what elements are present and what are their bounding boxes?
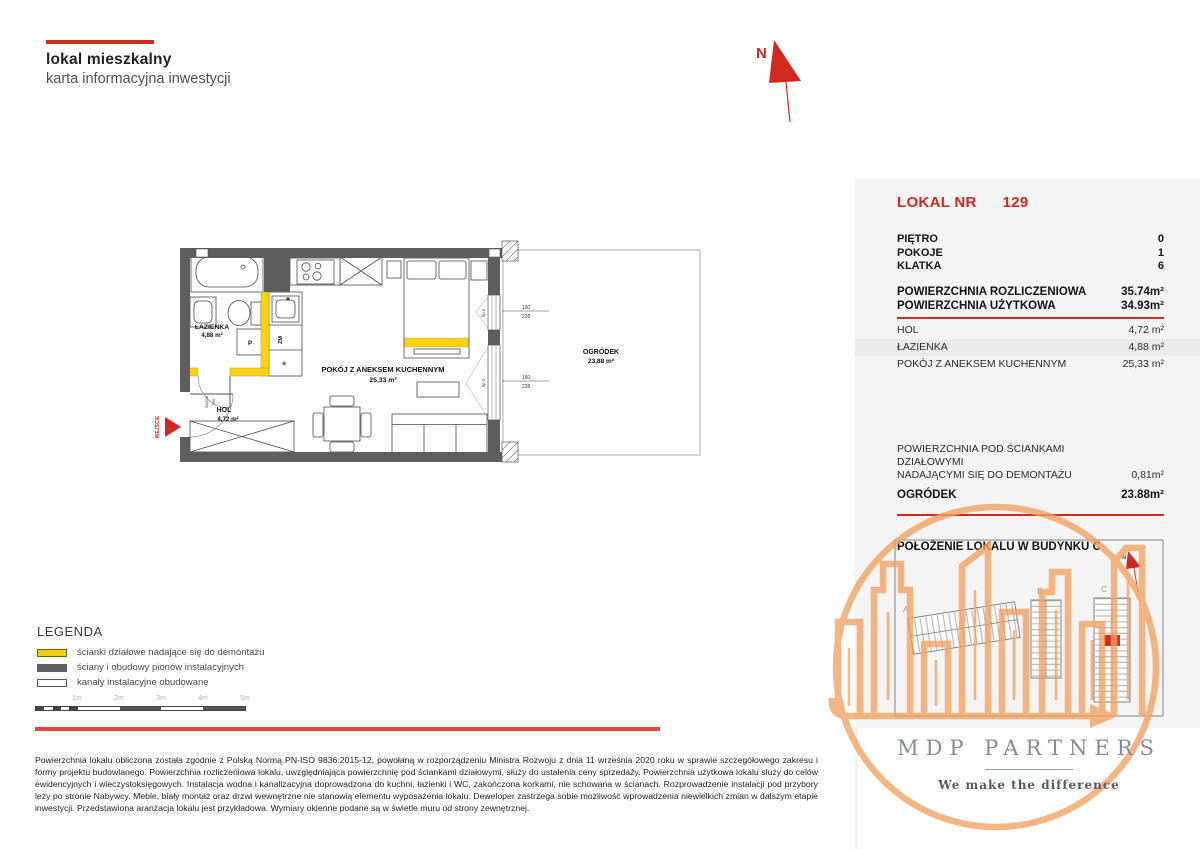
nightstand-left — [387, 261, 401, 278]
dim-window1-height: 228 — [521, 314, 531, 320]
room-area: 4,88 m² — [1128, 341, 1164, 353]
room-area: 4,72 m² — [1128, 324, 1164, 336]
attr-value: 1 — [1157, 246, 1164, 259]
entrance-arrow-icon — [165, 417, 181, 437]
header-accent-line — [46, 40, 154, 44]
table-row — [855, 339, 1200, 356]
label-bathroom: ŁAZIENKA — [194, 324, 230, 331]
label-living-room-area: 25,33 m² — [369, 377, 397, 384]
installation-shaft — [264, 258, 290, 292]
label-hall: HOL — [216, 407, 232, 414]
building-a-label: A — [903, 604, 909, 614]
fridge-icon: ✳ — [281, 361, 287, 368]
area-row-billing — [897, 285, 1164, 299]
dim-entrance-door-2: 210 — [211, 398, 216, 406]
label-living-room: POKÓJ Z ANEKSEM KUCHENNYM — [321, 365, 445, 374]
legend-item — [37, 645, 337, 660]
unit-title-label: LOKAL NR — [897, 194, 977, 211]
entrance-label: WEJŚCIE — [155, 415, 161, 439]
label-bathroom-area: 4,88 m² — [201, 332, 223, 339]
wardrobe-kitchen — [340, 257, 382, 285]
legend-item-label: kanały instalacyjne obudowane — [77, 677, 209, 688]
partition-value: 0,81m² — [1131, 468, 1164, 481]
scale-bar-strip — [35, 706, 246, 711]
scale-tick: 4m — [198, 695, 208, 702]
panel-divider-1 — [897, 317, 1164, 319]
legend — [37, 624, 337, 690]
north-arrow-stem — [786, 82, 790, 122]
logo-brand: MDP PARTNERS — [897, 736, 1161, 760]
scale-tick: 5m — [240, 695, 250, 702]
attr-label: KLATKA — [897, 260, 942, 272]
coffee-table — [417, 382, 459, 397]
scale-tick: 1m — [72, 695, 82, 702]
garden-row — [855, 489, 1200, 501]
area-value: 35.74m² — [1121, 285, 1164, 298]
legend-swatch-white — [37, 679, 67, 687]
watermark — [810, 500, 1200, 849]
dim-entrance-door: 90/200 — [204, 395, 209, 409]
bottom-divider-line — [35, 727, 660, 731]
footer-note: Powierzchnia lokalu obliczona została zgodnie z Polską Normą PN-ISO 9836:2015-12, powołaną w rozporządzeniu Ministra Rozwoju z dnia 11 września 2020 roku w sprawie szczegółowego zakresu i formy projektu budowlanego. Powierzchnia rozliczeniowa lokalu, uwzględniająca powierzchnię pod ściankami działowymi, służy do ustalenia ceny sprzedaży. Powierzchnia użytkowa lokalu służy do celów ewidencyjnych i wieczystoksięgowych. Instalacja wodna i kanalizacyjna doprowadzona do kuchni, łazienki i WC, zakończona korkami, nie schowana w ścianach. Rozprowadzenie instalacji pod przybory leży po stronie Nabywcy. Meble, biały montaż oraz drzwi wewnętrzne nie stanowią elementu wyposażenia lokalu. Deweloper zastrzega sobie możliwość wprowadzenia niewielkich zmian w dalszym etapie inwestycji. Przedstawiona aranżacja lokalu jest przykładowa. Wymiary okienne podane są w świetle muru od strony zewnętrznej. — [35, 755, 818, 813]
scale-bar — [35, 695, 255, 717]
floor-plan — [140, 230, 720, 475]
legend-item-label: ściany i obudowy pionów instalacyjnych — [77, 662, 244, 673]
rooms-table — [855, 322, 1200, 373]
partition-label-line1: POWIERZCHNIA POD ŚCIANKAMI DZIAŁOWYMI — [897, 442, 1065, 468]
pillar-bottom — [502, 442, 518, 462]
legend-swatch-yellow — [37, 649, 67, 657]
wardrobe-hall — [190, 421, 294, 452]
attr-row-floor — [897, 233, 1164, 247]
room-label: ŁAZIENKA — [897, 341, 948, 353]
scale-tick: 2m — [114, 695, 124, 702]
bed — [387, 258, 487, 358]
label-washer: P — [247, 341, 253, 347]
label-hall-area: 4,72 m² — [217, 416, 239, 423]
attr-row-rooms — [897, 247, 1164, 261]
garden-row-value: 23.88m² — [1121, 488, 1164, 501]
north-arrow-icon — [740, 28, 810, 128]
dim-sill-1: hp 0 — [481, 308, 486, 318]
dim-window2-height: 228 — [521, 384, 531, 390]
legend-title: LEGENDA — [37, 624, 103, 639]
north-arrow-flag — [769, 40, 801, 83]
scale-tick: 3m — [156, 695, 166, 702]
attr-value: 6 — [1157, 260, 1164, 272]
dining-set — [313, 396, 371, 452]
dim-window2-width: 160 — [521, 375, 531, 381]
legend-item — [37, 675, 337, 690]
garden-row-label: OGRÓDEK — [897, 488, 957, 501]
label-dishwasher: ZM — [278, 336, 284, 344]
entrance-marker — [154, 415, 181, 438]
partition-label-line2: NADAJĄCYMI SIĘ DO DEMONTAŻU — [897, 468, 1072, 481]
logo — [858, 736, 1200, 792]
attr-value: 0 — [1157, 233, 1164, 245]
unit-number: 129 — [1002, 194, 1029, 211]
toilet — [228, 301, 261, 326]
page-title: lokal mieszkalny — [46, 51, 172, 68]
unit-attributes — [855, 233, 1200, 274]
dim-sill-2: hp 0 — [481, 378, 486, 388]
garden-area: 23,88 m² — [587, 358, 615, 365]
building-b-label: B — [1037, 586, 1043, 596]
area-label: POWIERZCHNIA UŻYTKOWA — [897, 299, 1056, 312]
dim-window1-width: 100 — [521, 305, 531, 311]
header — [46, 40, 346, 87]
legend-item — [37, 660, 337, 675]
attr-label: POKOJE — [897, 246, 943, 259]
bathroom-sink — [190, 297, 216, 327]
unit-areas — [855, 285, 1200, 313]
logo-separator — [985, 769, 1073, 770]
legend-item-label: ścianki działowe nadające się do demontażu — [77, 647, 265, 658]
stove — [290, 258, 340, 285]
room-label: POKÓJ Z ANEKSEM KUCHENNYM — [897, 358, 1067, 370]
pillar-top — [502, 241, 518, 261]
legend-swatch-gray — [37, 664, 67, 672]
room-area: 25,33 m² — [1122, 358, 1164, 370]
building-c-label: C — [1101, 584, 1108, 594]
unit-title — [855, 194, 1200, 211]
location-title: POŁOŻENIE LOKALU W BUDYNKU C — [897, 540, 1101, 553]
area-value: 34.93m² — [1121, 299, 1164, 312]
garden-label: OGRÓDEK — [582, 349, 620, 356]
north-letter: N — [756, 45, 767, 62]
area-row-usable — [897, 299, 1164, 313]
page-subtitle: karta informacyjna inwestycji — [46, 71, 231, 87]
table-row — [855, 356, 1200, 373]
area-label: POWIERZCHNIA ROZLICZENIOWA — [897, 285, 1087, 298]
room-label: HOL — [897, 324, 919, 336]
sofa — [392, 414, 487, 453]
attr-row-staircase — [897, 260, 1164, 274]
logo-tagline: We make the difference — [938, 778, 1120, 792]
attr-label: PIĘTRO — [897, 233, 938, 245]
site-north-letter: N — [1122, 555, 1127, 561]
partition-area-note — [855, 443, 1200, 482]
table-row — [855, 322, 1200, 339]
nightstand-right — [471, 261, 487, 280]
